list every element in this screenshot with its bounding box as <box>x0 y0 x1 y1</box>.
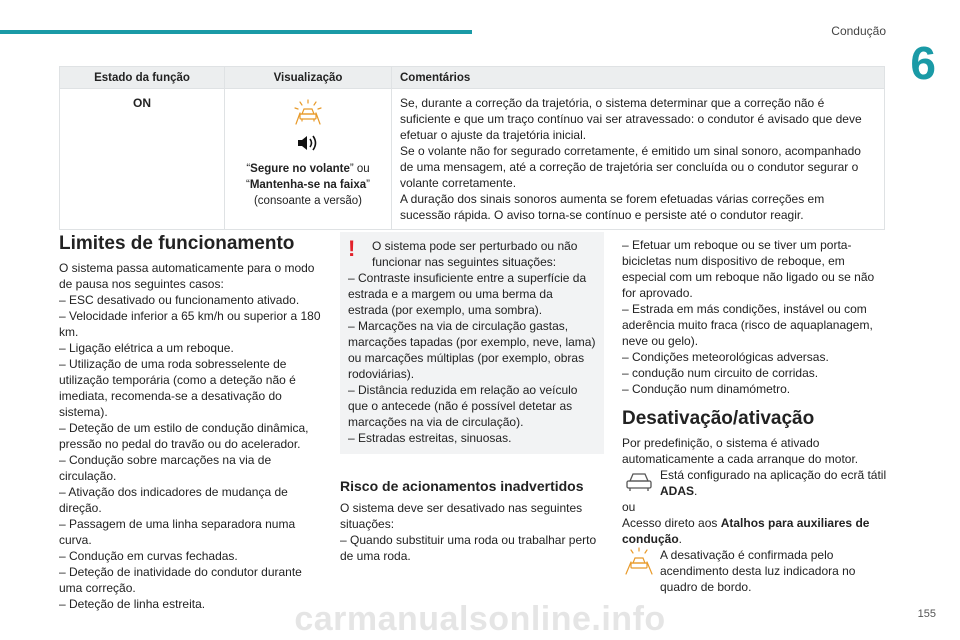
function-state-table <box>59 66 885 230</box>
or-text: ou <box>622 500 636 514</box>
comments-cell <box>392 89 885 230</box>
direct-access-text <box>622 515 888 547</box>
exclamation-icon: ! <box>348 236 356 261</box>
list-item: – Ligação elétrica a um reboque. <box>59 341 234 355</box>
quote-mark: “ <box>245 179 250 191</box>
state-cell: ON <box>60 89 225 230</box>
chapter-number: 6 <box>910 37 936 89</box>
direct-text-pre: Acesso direto aos <box>622 516 721 530</box>
list-item: – Estrada em más condições, instável ou com aderência muito fraca (risco de aquaplanagem, neve ou gelo). <box>622 302 873 348</box>
confirmation-note <box>622 547 888 595</box>
adas-text-post: . <box>694 484 698 498</box>
adas-text-pre: Está configurado na aplicação do ecrã tátil <box>660 468 887 482</box>
list-item: – Quando substituir uma roda ou trabalhar perto de uma roda. <box>340 533 597 563</box>
confirm-text: A desativação é confirmada pelo acendimento desta luz indicadora no quadro de bordo. <box>660 548 856 594</box>
list-item: – Ativação dos indicadores de mudança de direção. <box>59 485 288 515</box>
list-item: – Utilização de uma roda sobresselente de utilização temporária (como a deteção não é imediata, recomenda-se a desativação do sistema). <box>59 357 296 419</box>
comment-paragraph: Se, durante a correção da trajetória, o sistema determinar que a correção não é suficiente e que um traço contínuo vai ser atravessado: o condutor é avisado que deve efetuar o ajuste da trajetória inicial. <box>400 96 862 142</box>
deactivation-intro: Por predefinição, o sistema é ativado automaticamente a cada arranque do motor. <box>622 436 859 466</box>
watermark: carmanualsonline.info <box>294 600 666 638</box>
list-item: – Distância reduzida em relação ao veículo que o antecede (não é possível detetar as marcações na via de circulação). <box>348 383 578 429</box>
table-row <box>60 89 885 230</box>
quote-mark: ” <box>366 179 370 191</box>
table-header-row <box>60 67 885 89</box>
page-number: 155 <box>917 608 936 620</box>
limits-heading: Limites de funcionamento <box>59 233 295 254</box>
right-column <box>622 237 888 595</box>
limits-intro: O sistema passa automaticamente para o modo de pausa nos seguintes casos: <box>59 261 315 291</box>
comment-paragraph: Se o volante não for segurado corretamente, é emitido um sinal sonoro, acompanhado de uma mensagem, até a correção de trajetória ser concluída ou o condutor segurar o volante corretamente. <box>400 144 861 190</box>
table-header: Estado da função <box>60 67 225 89</box>
adas-setting <box>622 467 888 499</box>
list-item: – Marcações na via de circulação gastas, marcações tapadas (por exemplo, neve, lama) ou marcações múltiplas (por exemplo, obras rodoviárias). <box>348 319 596 381</box>
list-item: – Velocidade inferior a 65 km/h ou superior a 180 km. <box>59 309 321 339</box>
header-accent-bar <box>0 30 472 34</box>
list-item: – Efetuar um reboque ou se tiver um porta-bicicletas num dispositivo de reboque, em especial com um reboque não ligado ou se não for aprovado. <box>622 238 875 300</box>
lane-warning-indicator-icon <box>622 547 658 579</box>
list-item: – Estradas estreitas, sinuosas. <box>348 431 512 445</box>
direct-text-post: . <box>678 532 683 546</box>
table-header: Comentários <box>392 67 885 89</box>
adas-text <box>660 467 888 499</box>
list-item: – Deteção de um estilo de condução dinâmica, pressão no pedal do travão ou do acelerador. <box>59 421 309 451</box>
shortcuts-label: Atalhos para auxiliares de condução <box>622 516 870 546</box>
visualization-message <box>233 161 383 209</box>
table-header: Visualização <box>225 67 392 89</box>
visualization-cell <box>225 89 392 230</box>
speaker-icon <box>233 133 383 153</box>
list-item: – Passagem de uma linha separadora numa curva. <box>59 517 296 547</box>
list-item: – ESC desativado ou funcionamento ativado. <box>59 293 300 307</box>
warning-box <box>340 232 604 454</box>
quote-mark: “ <box>246 163 251 175</box>
comment-paragraph: A duração dos sinais sonoros aumenta se forem efetuadas várias correções em sucessão rápida. O aviso torna-se contínuo e persiste até o condutor reagir. <box>400 192 825 222</box>
car-settings-icon <box>622 467 658 499</box>
section-title: Condução <box>831 24 886 38</box>
list-item: – Condições meteorológicas adversas. <box>622 350 829 364</box>
deactivation-heading: Desativação/ativação <box>622 408 815 429</box>
list-item: – Condução em curvas fechadas. <box>59 549 238 563</box>
list-item: – Condução sobre marcações na via de circulação. <box>59 453 272 483</box>
adas-label: ADAS <box>660 484 695 498</box>
middle-column <box>340 232 604 564</box>
lane-warning-icon <box>233 99 383 127</box>
warning-intro: O sistema pode ser perturbado ou não funcionar nas seguintes situações: <box>372 239 578 269</box>
false-triggers-heading: Risco de acionamentos inadvertidos <box>340 478 584 494</box>
list-item: – Deteção de inatividade do condutor durante uma correção. <box>59 565 302 595</box>
false-triggers-intro: O sistema deve ser desativado nas seguintes situações: <box>340 501 583 531</box>
list-item: – Deteção de linha estreita. <box>59 597 206 611</box>
list-item: – condução num circuito de corridas. <box>622 366 819 380</box>
limits-section <box>59 233 321 612</box>
message-hold-wheel: Segure no volante <box>250 163 350 175</box>
list-item: – Contraste insuficiente entre a superfície da estrada e a margem ou uma berma da estrada (por exemplo, uma sombra). <box>348 271 587 317</box>
list-item: – Condução num dinamómetro. <box>622 382 791 396</box>
version-note: (consoante a versão) <box>253 195 363 207</box>
message-keep-lane: Mantenha-se na faixa <box>249 179 367 191</box>
quote-mark: ” ou <box>349 163 370 175</box>
